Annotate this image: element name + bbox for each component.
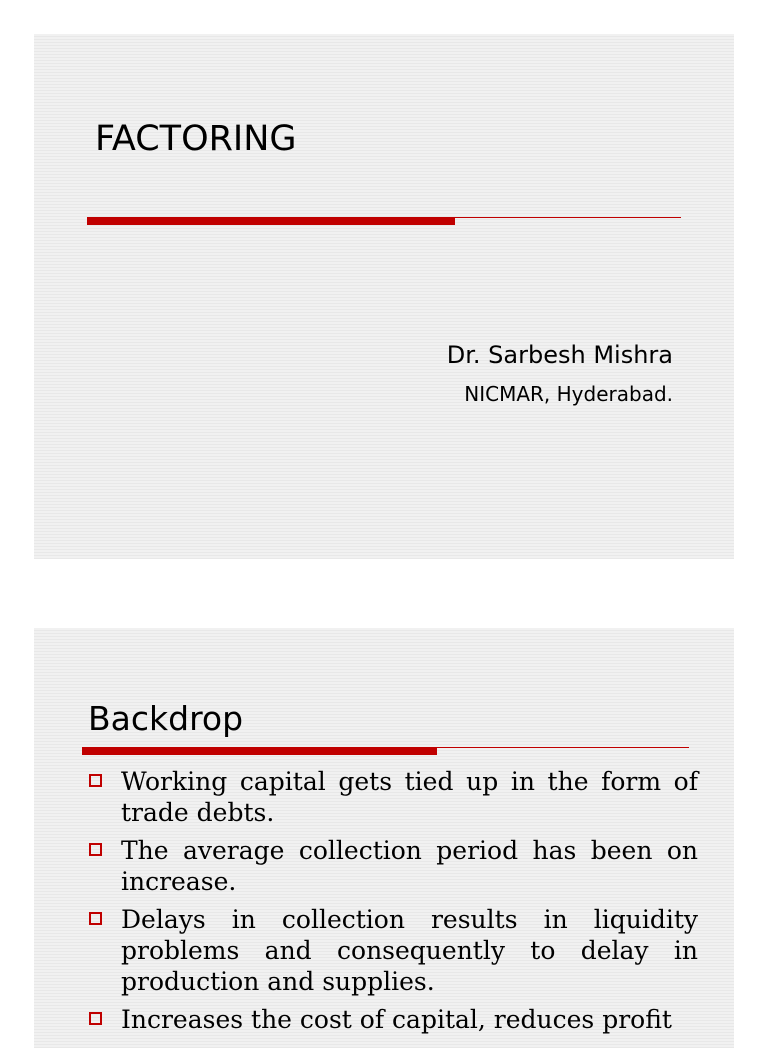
hollow-square-bullet-icon	[89, 843, 102, 856]
list-item	[87, 1004, 698, 1035]
bullet-list	[87, 766, 698, 1042]
list-item	[87, 835, 698, 897]
bullet-text: Working capital gets tied up in the form of trade debts.	[121, 767, 698, 827]
backdrop-slide	[34, 628, 734, 1048]
list-item	[87, 766, 698, 828]
title-underline-thin	[437, 747, 689, 748]
bullet-text: Delays in collection results in liquidity problems and consequently to delay in production and supplies.	[121, 905, 698, 996]
title-underline-thick	[87, 217, 455, 225]
title-slide	[34, 34, 734, 559]
list-item	[87, 904, 698, 997]
bullet-text: Increases the cost of capital, reduces profit	[121, 1005, 672, 1034]
hollow-square-bullet-icon	[89, 1012, 102, 1025]
hollow-square-bullet-icon	[89, 774, 102, 787]
slide-title: FACTORING	[95, 119, 297, 159]
title-underline-thin	[455, 217, 681, 218]
title-underline-thick	[82, 747, 437, 755]
author-name: Dr. Sarbesh Mishra	[446, 341, 673, 369]
hollow-square-bullet-icon	[89, 912, 102, 925]
slide-title: Backdrop	[88, 699, 244, 738]
bullet-text: The average collection period has been on increase.	[121, 836, 698, 896]
author-affiliation: NICMAR, Hyderabad.	[464, 382, 673, 406]
